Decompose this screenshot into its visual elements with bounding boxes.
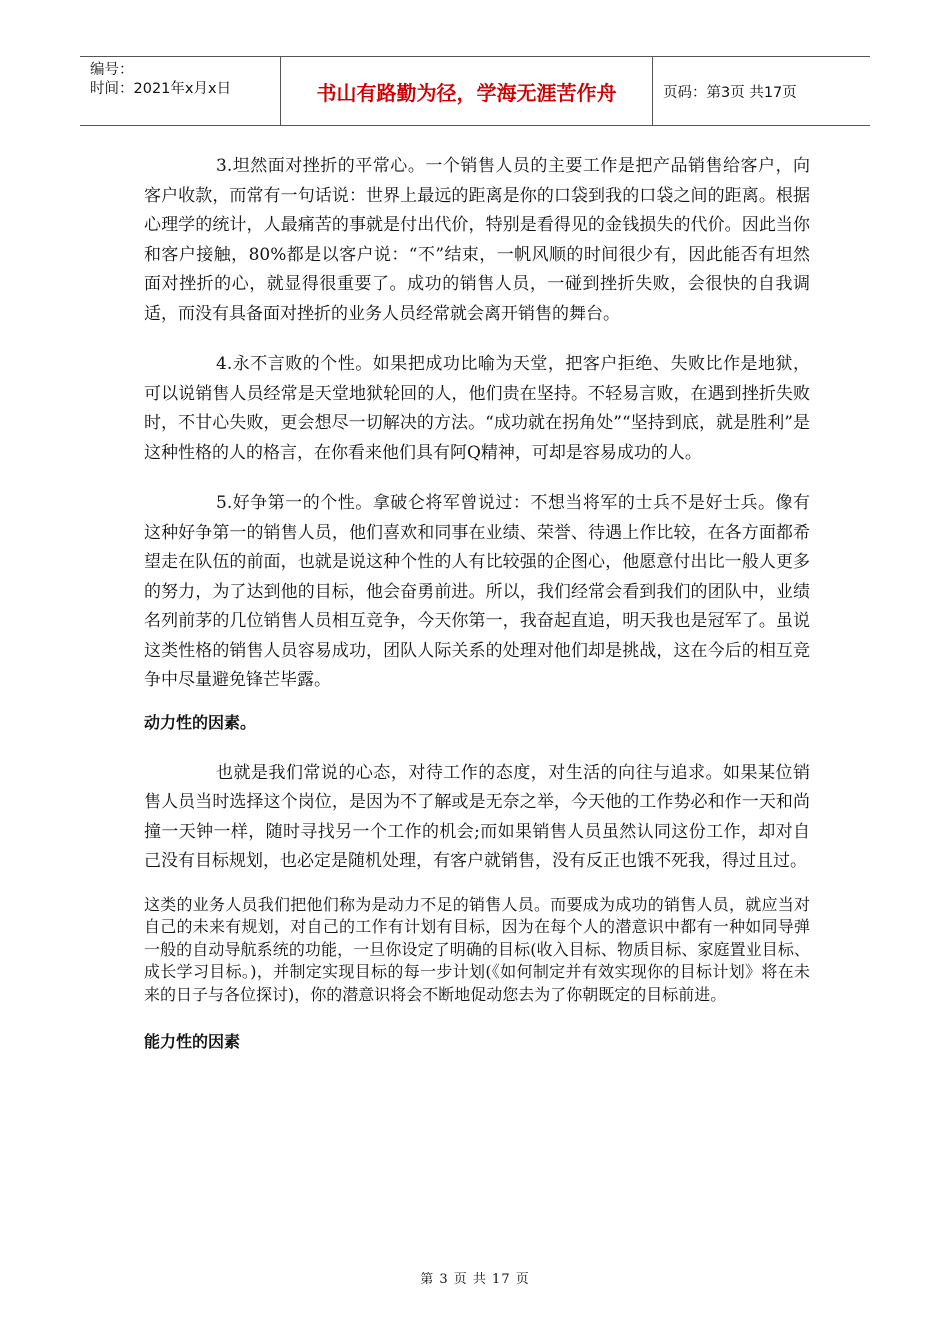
header-motto: 书山有路勤为径，学海无涯苦作舟 — [280, 57, 653, 125]
section-heading-motivation: 动力性的因素。 — [144, 712, 257, 732]
page-header — [80, 56, 870, 126]
header-page-info: 页码：第3页 共17页 — [663, 84, 797, 101]
page-footer: 第 3 页 共 17 页 — [420, 1272, 530, 1287]
header-meta — [80, 57, 280, 125]
document-number-label: 编号： — [90, 62, 134, 78]
paragraph-3: 5.好争第一的个性。拿破仑将军曾说过：不想当将军的士兵不是好士兵。像有这种好争第一的销售人员，他们喜欢和同事在业绩、荣誉、待遇上作比较，在各方面都希望走在队伍的前面，也就是说这种个性的人有比较强的企图心，他愿意付出比一般人更多的努力，为了达到他的目标，他会奋勇前进。所以，我们经常会看到我们的团队中，业绩名列前茅的几位销售人员相互竞争，今天你第一，我奋起直追，明天我也是冠军了。虽说这类性格的销售人员容易成功，团队人际关系的处理对他们却是挑战，这在今后的相互竞争中尽量避免锋芒毕露。 — [144, 493, 810, 690]
paragraph-4: 也就是我们常说的心态，对待工作的态度，对生活的向往与追求。如果某位销售人员当时选择这个岗位，是因为不了解或是无奈之举，今天他的工作势必和作一天和尚撞一天钟一样，随时寻找另一个工作的机会;而如果销售人员虽然认同这份工作，却对自己没有目标规划，也必定是随机处理，有客户就销售，没有反正也饿不死我，得过且过。 — [144, 762, 810, 871]
section-heading-ability: 能力性的因素 — [144, 1032, 241, 1051]
paragraph-5: 这类的业务人员我们把他们称为是动力不足的销售人员。而要成为成功的销售人员，就应当对自己的未来有规划，对自己的工作有计划有目标，因为在每个人的潜意识中都有一种如同导弹一般的自动导航系统的功能，一旦你设定了明确的目标(收入目标、物质目标、家庭置业目标、成长学习目标。)，并制定实现目标的每一步计划(《如何制定并有效实现你的目标计划》将在未来的日子与各位探讨)，你的潜意识将会不断地促动您去为了你朝既定的目标前进。 — [144, 894, 810, 1004]
paragraph-2: 4.永不言败的个性。如果把成功比喻为天堂，把客户拒绝、失败比作是地狱，可以说销售人员经常是天堂地狱轮回的人，他们贵在坚持。不轻易言败，在遇到挫折失败时，不甘心失败，更会想尽一切解决的方法。“成功就在拐角处”“坚持到底，就是胜利”是这种性格的人的格言，在你看来他们具有阿Q精神，可却是容易成功的人。 — [144, 354, 810, 463]
document-body — [144, 152, 810, 1055]
paragraph-1: 3.坦然面对挫折的平常心。一个销售人员的主要工作是把产品销售给客户，向客户收款，而常有一句话说：世界上最远的距离是你的口袋到我的口袋之间的距离。根据心理学的统计，人最痛苦的事就是付出代价，特别是看得见的金钱损失的代价。因此当你和客户接触，80%都是以客户说：“不”结束，一帆风顺的时间很少有，因此能否有坦然面对挫折的心，就显得很重要了。成功的销售人员，一碰到挫折失败，会很快的自我调适，而没有具备面对挫折的业务人员经常就会离开销售的舞台。 — [144, 156, 810, 324]
document-time-label: 时间：2021年x月x日 — [90, 81, 232, 97]
